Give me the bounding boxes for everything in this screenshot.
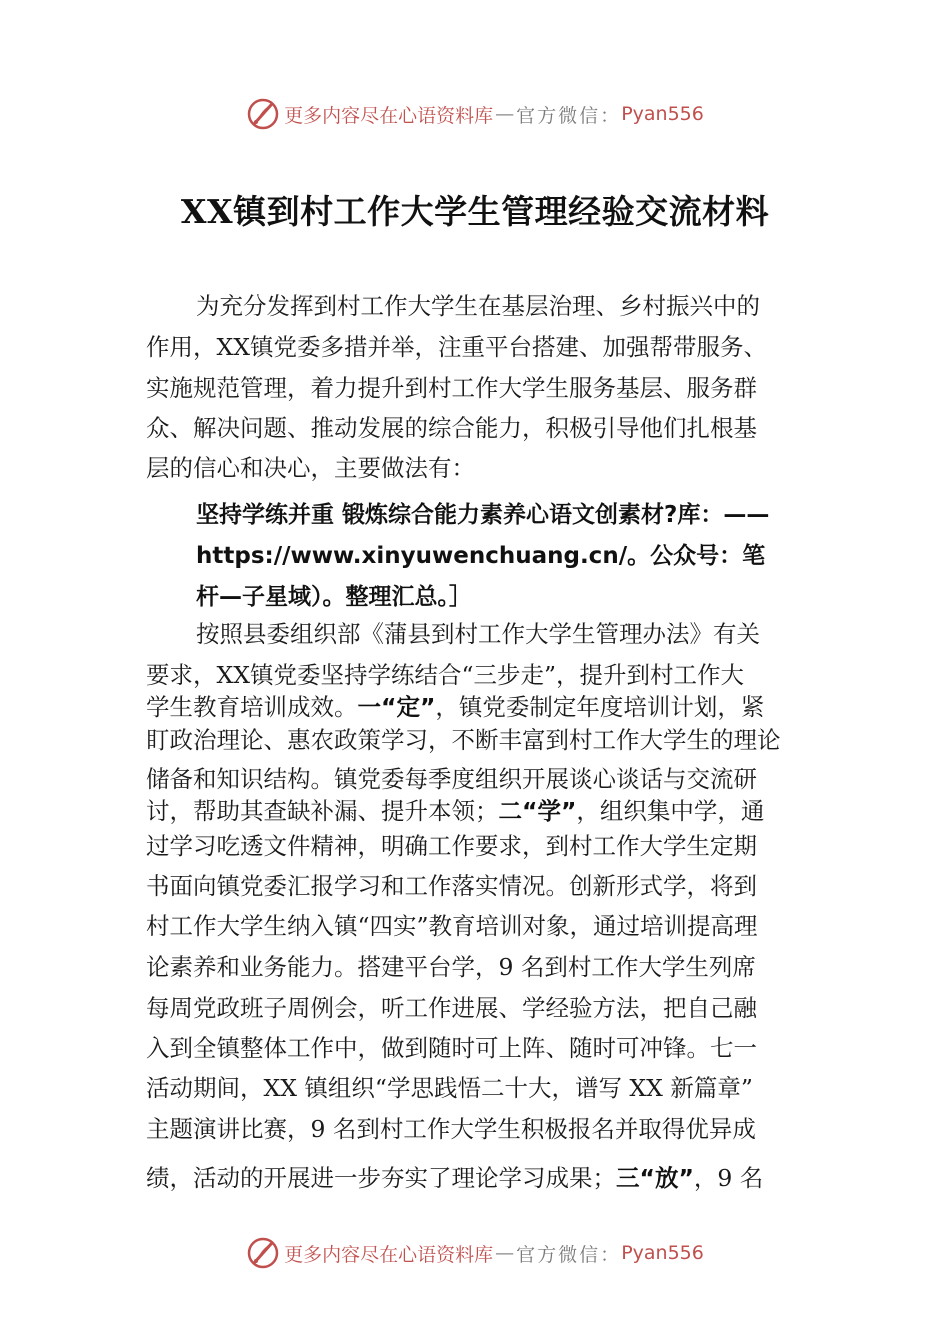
body-line: 主题演讲比赛，9 名到村工作大学生积极报名并取得优异成 bbox=[146, 1115, 756, 1143]
body-line: 每周党政班子周例会，听工作进展、学经验方法，把自己融 bbox=[146, 994, 757, 1022]
quill-logo-icon bbox=[246, 1236, 280, 1270]
intro-line: 为充分发挥到村工作大学生在基层治理、乡村振兴中的 bbox=[196, 292, 760, 320]
step-three-label: 三“放” bbox=[616, 1164, 694, 1192]
quill-logo-icon bbox=[246, 97, 280, 131]
intro-line: 层的信心和决心，主要做法有： bbox=[146, 454, 475, 482]
header-watermark-banner bbox=[0, 94, 950, 134]
body-text: 讨，帮助其查缺补漏、提升本领； bbox=[146, 797, 499, 825]
body-line: 过学习吃透文件精神，明确工作要求，到村工作大学生定期 bbox=[146, 832, 757, 860]
body-line: 盯政治理论、惠农政策学习，不断丰富到村工作大学生的理论 bbox=[146, 726, 781, 754]
document-title: XX镇到村工作大学生管理经验交流材料 bbox=[180, 192, 770, 231]
body-line: 入到全镇整体工作中，做到随时可上阵、随时可冲锋。七一 bbox=[146, 1034, 757, 1062]
watermark-wechat-id: Pyan556 bbox=[621, 1242, 704, 1264]
body-text: ，组织集中学，通 bbox=[576, 797, 765, 825]
watermark-label: 官方微信： bbox=[516, 104, 622, 127]
body-line: 村工作大学生纳入镇“四实”教育培训对象，通过培训提高理 bbox=[146, 912, 758, 940]
intro-line: 实施规范管理，着力提升到村工作大学生服务基层、服务群 bbox=[146, 374, 757, 402]
body-line bbox=[146, 692, 764, 722]
body-text: ，9 名 bbox=[693, 1164, 764, 1192]
body-text: 绩，活动的开展进一步夯实了理论学习成果； bbox=[146, 1164, 616, 1192]
body-line: 书面向镇党委汇报学习和工作落实情况。创新形式学，将到 bbox=[146, 872, 757, 900]
section-heading-line: https://www.xinyuwenchuang.cn/。公众号：笔 bbox=[196, 543, 766, 569]
body-line bbox=[146, 796, 764, 826]
body-line: 论素养和业务能力。搭建平台学，9 名到村工作大学生列席 bbox=[146, 953, 756, 981]
watermark-text: 更多内容尽在心语资料库 bbox=[284, 104, 494, 127]
watermark-dash: — bbox=[495, 1242, 515, 1264]
watermark-dash: — bbox=[495, 103, 515, 125]
watermark-wechat-id: Pyan556 bbox=[621, 103, 704, 125]
watermark-label: 官方微信： bbox=[516, 1243, 622, 1266]
body-line: 活动期间，XX 镇组织“学思践悟二十大，谱写 XX 新篇章” bbox=[146, 1074, 753, 1102]
body-text: ，镇党委制定年度培训计划，紧 bbox=[435, 693, 765, 721]
body-line: 储备和知识结构。镇党委每季度组织开展谈心谈话与交流研 bbox=[146, 765, 757, 793]
footer-watermark-banner bbox=[0, 1233, 950, 1273]
body-line bbox=[146, 1163, 763, 1193]
step-one-label: 一“定” bbox=[357, 693, 436, 721]
body-text: 学生教育培训成效。 bbox=[146, 693, 358, 721]
step-two-label: 二“学” bbox=[498, 797, 577, 825]
section-heading-line: 坚持学练并重 锻炼综合能力素养心语文创素材?库：—— bbox=[196, 502, 770, 528]
intro-line: 作用，XX镇党委多措并举，注重平台搭建、加强帮带服务、 bbox=[146, 333, 767, 361]
body-line: 按照县委组织部《蒲县到村工作大学生管理办法》有关 bbox=[196, 620, 760, 648]
watermark-text: 更多内容尽在心语资料库 bbox=[284, 1243, 494, 1266]
body-line: 要求，XX镇党委坚持学练结合“三步走”，提升到村工作大 bbox=[146, 661, 744, 689]
section-heading-line: 杆—子星域）。整理汇总。］ bbox=[196, 584, 472, 610]
intro-line: 众、解决问题、推动发展的综合能力，积极引导他们扎根基 bbox=[146, 414, 757, 442]
